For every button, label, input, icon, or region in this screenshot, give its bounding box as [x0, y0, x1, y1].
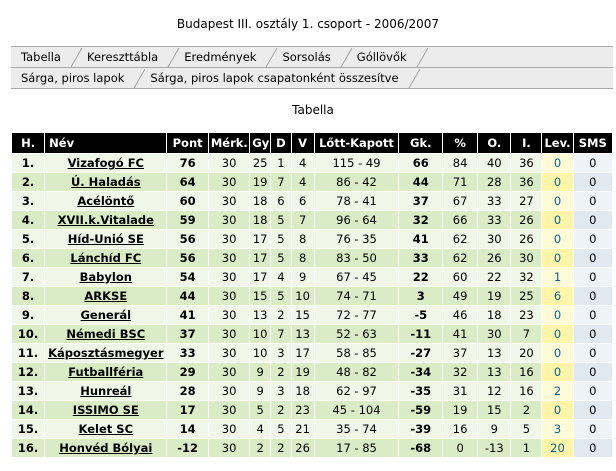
cell-sms: 0	[573, 268, 612, 287]
cell-goal-diff: 37	[399, 192, 443, 211]
cell-goal-diff: 32	[399, 211, 443, 230]
cell-wins: 17	[250, 230, 271, 249]
header-name: Név	[45, 133, 167, 154]
cell-goals: 35 - 74	[314, 420, 399, 439]
cell-pos: 16.	[12, 439, 45, 458]
cell-deducted: 0	[542, 306, 573, 325]
cell-percent: 62	[443, 249, 478, 268]
tab-eredmenyek[interactable]: Eredmények	[170, 47, 268, 67]
cell-losses: 26	[291, 439, 314, 458]
cell-name	[45, 401, 167, 420]
cell-sms: 0	[573, 192, 612, 211]
cell-draws: 4	[271, 268, 292, 287]
cell-draws: 2	[271, 439, 292, 458]
cell-wins: 25	[250, 154, 271, 173]
cell-name	[45, 192, 167, 211]
cell-wins: 2	[250, 439, 271, 458]
cell-points: 76	[167, 154, 208, 173]
cell-pos: 2.	[12, 173, 45, 192]
cell-home: 30	[478, 230, 511, 249]
cell-losses: 21	[291, 420, 314, 439]
cell-pos: 4.	[12, 211, 45, 230]
cell-draws: 2	[271, 363, 292, 382]
cell-points: 56	[167, 230, 208, 249]
cell-deducted: 0	[542, 344, 573, 363]
tab-kereszttabla[interactable]: Kereszttábla	[73, 47, 170, 67]
cell-home: -13	[478, 439, 511, 458]
tab-bar	[11, 46, 613, 89]
cell-pos: 11.	[12, 344, 45, 363]
table-row	[12, 287, 613, 306]
cell-percent: 67	[443, 192, 478, 211]
tab-row-1	[11, 47, 613, 68]
header-home: O.	[478, 133, 511, 154]
cell-home: 13	[478, 363, 511, 382]
cell-percent: 16	[443, 420, 478, 439]
cell-draws: 5	[271, 287, 292, 306]
table-row	[12, 420, 613, 439]
cell-draws: 5	[271, 230, 292, 249]
cell-pos: 7.	[12, 268, 45, 287]
cell-away: 32	[511, 268, 542, 287]
cell-wins: 10	[250, 325, 271, 344]
cell-points: 28	[167, 382, 208, 401]
cell-deducted: 0	[542, 154, 573, 173]
cell-losses: 10	[291, 287, 314, 306]
cell-deducted: 20	[542, 439, 573, 458]
cell-home: 33	[478, 192, 511, 211]
cell-away: 26	[511, 230, 542, 249]
cell-sms: 0	[573, 363, 612, 382]
header-percent: %	[443, 133, 478, 154]
cell-losses: 23	[291, 401, 314, 420]
table-row	[12, 382, 613, 401]
cell-goals: 74 - 71	[314, 287, 399, 306]
team-link[interactable]: Acélöntő	[77, 194, 135, 208]
cell-points: 44	[167, 287, 208, 306]
cell-pos: 5.	[12, 230, 45, 249]
tab-tabella[interactable]: Tabella	[11, 47, 73, 67]
header-deducted: Lev.	[542, 133, 573, 154]
cell-played: 30	[208, 344, 249, 363]
cell-percent: 32	[443, 363, 478, 382]
cell-deducted: 0	[542, 173, 573, 192]
cell-draws: 7	[271, 173, 292, 192]
cell-draws: 5	[271, 420, 292, 439]
cell-wins: 19	[250, 173, 271, 192]
cell-away: 26	[511, 211, 542, 230]
cell-deducted: 0	[542, 401, 573, 420]
cell-goals: 48 - 82	[314, 363, 399, 382]
cell-played: 30	[208, 211, 249, 230]
cell-losses: 19	[291, 363, 314, 382]
cell-percent: 62	[443, 230, 478, 249]
cell-deducted: 0	[542, 192, 573, 211]
cell-pos: 14.	[12, 401, 45, 420]
cell-draws: 3	[271, 382, 292, 401]
tab-gollovok[interactable]: Góllövők	[343, 47, 419, 67]
cell-draws: 5	[271, 249, 292, 268]
cell-name	[45, 420, 167, 439]
cell-sms: 0	[573, 420, 612, 439]
cell-losses: 8	[291, 249, 314, 268]
cell-percent: 19	[443, 401, 478, 420]
header-pos: H.	[12, 133, 45, 154]
cell-played: 30	[208, 382, 249, 401]
cell-sms: 0	[573, 439, 612, 458]
cell-draws: 7	[271, 325, 292, 344]
cell-percent: 0	[443, 439, 478, 458]
cell-pos: 12.	[12, 363, 45, 382]
cell-percent: 60	[443, 268, 478, 287]
cell-away: 27	[511, 192, 542, 211]
cell-percent: 49	[443, 287, 478, 306]
cell-sms: 0	[573, 344, 612, 363]
header-draws: D	[271, 133, 292, 154]
team-link[interactable]: Némedi BSC	[66, 327, 146, 341]
cell-goal-diff: 66	[399, 154, 443, 173]
cell-deducted: 0	[542, 230, 573, 249]
cell-percent: 71	[443, 173, 478, 192]
cell-away: 25	[511, 287, 542, 306]
team-link[interactable]: ARKSE	[84, 289, 128, 303]
cell-sms: 0	[573, 230, 612, 249]
cell-wins: 5	[250, 401, 271, 420]
cell-away: 16	[511, 363, 542, 382]
cell-goal-diff: 41	[399, 230, 443, 249]
cell-points: 54	[167, 268, 208, 287]
header-goal-diff: Gk.	[399, 133, 443, 154]
cell-points: 14	[167, 420, 208, 439]
cell-goal-diff: 33	[399, 249, 443, 268]
cell-points: 33	[167, 344, 208, 363]
cell-goals: 45 - 104	[314, 401, 399, 420]
cell-sms: 0	[573, 325, 612, 344]
cell-points: 64	[167, 173, 208, 192]
cell-goals: 78 - 41	[314, 192, 399, 211]
cell-played: 30	[208, 249, 249, 268]
cell-percent: 66	[443, 211, 478, 230]
cell-losses: 18	[291, 382, 314, 401]
cell-name	[45, 382, 167, 401]
cell-draws: 2	[271, 306, 292, 325]
cell-goals: 58 - 85	[314, 344, 399, 363]
cell-played: 30	[208, 325, 249, 344]
cell-home: 30	[478, 325, 511, 344]
cell-home: 26	[478, 249, 511, 268]
table-header-row	[12, 133, 613, 154]
table-row	[12, 154, 613, 173]
cell-pos: 9.	[12, 306, 45, 325]
cell-draws: 1	[271, 154, 292, 173]
cell-losses: 9	[291, 268, 314, 287]
cell-draws: 5	[271, 211, 292, 230]
cell-draws: 6	[271, 192, 292, 211]
cell-away: 7	[511, 325, 542, 344]
cell-played: 30	[208, 154, 249, 173]
team-link[interactable]: Generál	[80, 308, 132, 322]
cell-losses: 7	[291, 211, 314, 230]
cell-home: 33	[478, 211, 511, 230]
cell-percent: 46	[443, 306, 478, 325]
cell-wins: 13	[250, 306, 271, 325]
cell-away: 20	[511, 344, 542, 363]
cell-percent: 84	[443, 154, 478, 173]
team-link[interactable]: Ú. Haladás	[70, 175, 141, 189]
header-away: I.	[511, 133, 542, 154]
cell-home: 40	[478, 154, 511, 173]
cell-name	[45, 249, 167, 268]
cell-wins: 17	[250, 268, 271, 287]
cell-away: 23	[511, 306, 542, 325]
cell-away: 5	[511, 420, 542, 439]
table-row	[12, 325, 613, 344]
cell-home: 15	[478, 401, 511, 420]
team-link[interactable]: Babylon	[79, 270, 132, 284]
cell-home: 13	[478, 344, 511, 363]
cell-name	[45, 268, 167, 287]
cell-played: 30	[208, 192, 249, 211]
cell-pos: 6.	[12, 249, 45, 268]
table-row	[12, 401, 613, 420]
cell-goal-diff: -34	[399, 363, 443, 382]
cell-goal-diff: -35	[399, 382, 443, 401]
cell-deducted: 0	[542, 249, 573, 268]
cell-draws: 3	[271, 344, 292, 363]
cell-deducted: 1	[542, 268, 573, 287]
cell-draws: 2	[271, 401, 292, 420]
team-link[interactable]: Lánchíd FC	[70, 251, 142, 265]
cell-goals: 52 - 63	[314, 325, 399, 344]
cell-played: 30	[208, 439, 249, 458]
cell-goal-diff: 44	[399, 173, 443, 192]
cell-points: -12	[167, 439, 208, 458]
table-row	[12, 344, 613, 363]
cell-wins: 9	[250, 382, 271, 401]
cell-name	[45, 439, 167, 458]
cell-played: 30	[208, 173, 249, 192]
cell-goals: 72 - 77	[314, 306, 399, 325]
cell-losses: 8	[291, 230, 314, 249]
team-link[interactable]: Honvéd Bólyai	[59, 441, 153, 455]
header-played: Mérk.	[208, 133, 249, 154]
team-link[interactable]: Futballféria	[68, 365, 144, 379]
cell-deducted: 6	[542, 287, 573, 306]
cell-pos: 13.	[12, 382, 45, 401]
cell-pos: 15.	[12, 420, 45, 439]
team-link[interactable]: Vizafogó FC	[67, 156, 144, 170]
cell-home: 19	[478, 287, 511, 306]
cell-home: 9	[478, 420, 511, 439]
cell-percent: 31	[443, 382, 478, 401]
cell-losses: 6	[291, 192, 314, 211]
cell-goals: 86 - 42	[314, 173, 399, 192]
cell-points: 29	[167, 363, 208, 382]
cell-goals: 62 - 97	[314, 382, 399, 401]
cell-name	[45, 230, 167, 249]
table-row	[12, 173, 613, 192]
cell-wins: 18	[250, 192, 271, 211]
header-sms: SMS	[573, 133, 612, 154]
cell-home: 12	[478, 382, 511, 401]
cell-sms: 0	[573, 306, 612, 325]
cell-goal-diff: -59	[399, 401, 443, 420]
cell-goal-diff: 22	[399, 268, 443, 287]
table-row	[12, 439, 613, 458]
cell-goal-diff: 3	[399, 287, 443, 306]
team-link[interactable]: Hunreál	[80, 384, 132, 398]
header-wins: Gy	[250, 133, 271, 154]
standings-body	[12, 154, 613, 458]
cell-points: 56	[167, 249, 208, 268]
table-row	[12, 230, 613, 249]
cell-away: 2	[511, 401, 542, 420]
cell-away: 36	[511, 173, 542, 192]
cell-sms: 0	[573, 173, 612, 192]
cell-goals: 17 - 85	[314, 439, 399, 458]
cell-played: 30	[208, 420, 249, 439]
cell-away: 1	[511, 439, 542, 458]
header-losses: V	[291, 133, 314, 154]
cell-deducted: 0	[542, 363, 573, 382]
page-title: Budapest III. osztály 1. csoport - 2006/2007	[176, 17, 440, 31]
cell-name	[45, 306, 167, 325]
cell-percent: 41	[443, 325, 478, 344]
cell-goal-diff: -39	[399, 420, 443, 439]
cell-wins: 10	[250, 344, 271, 363]
table-row	[12, 192, 613, 211]
cell-wins: 15	[250, 287, 271, 306]
cell-goals: 67 - 45	[314, 268, 399, 287]
cell-goal-diff: -5	[399, 306, 443, 325]
cell-pos: 10.	[12, 325, 45, 344]
cell-away: 30	[511, 249, 542, 268]
cell-home: 22	[478, 268, 511, 287]
cell-sms: 0	[573, 249, 612, 268]
cell-goal-diff: -68	[399, 439, 443, 458]
cell-played: 30	[208, 287, 249, 306]
cell-played: 30	[208, 401, 249, 420]
tab-sarga-piros-lapok[interactable]: Sárga, piros lapok	[11, 68, 136, 88]
team-link[interactable]: ISSIMO SE	[72, 403, 139, 417]
cell-goal-diff: -27	[399, 344, 443, 363]
table-row	[12, 363, 613, 382]
cell-sms: 0	[573, 211, 612, 230]
cell-losses: 13	[291, 325, 314, 344]
cell-goals: 115 - 49	[314, 154, 399, 173]
cell-wins: 9	[250, 363, 271, 382]
cell-sms: 0	[573, 287, 612, 306]
cell-wins: 4	[250, 420, 271, 439]
cell-name	[45, 211, 167, 230]
cell-pos: 3.	[12, 192, 45, 211]
cell-goals: 96 - 64	[314, 211, 399, 230]
team-link[interactable]: Kelet SC	[78, 422, 134, 436]
team-link[interactable]: XVII.k.Vitalade	[57, 213, 154, 227]
cell-points: 17	[167, 401, 208, 420]
cell-deducted: 3	[542, 420, 573, 439]
tab-sorsolas[interactable]: Sorsolás	[268, 47, 342, 67]
header-points: Pont	[167, 133, 208, 154]
cell-away: 36	[511, 154, 542, 173]
cell-points: 37	[167, 325, 208, 344]
cell-points: 41	[167, 306, 208, 325]
cell-deducted: 0	[542, 325, 573, 344]
cell-points: 59	[167, 211, 208, 230]
cell-played: 30	[208, 268, 249, 287]
tab-row-2	[11, 68, 613, 89]
cell-home: 18	[478, 306, 511, 325]
cell-played: 30	[208, 230, 249, 249]
cell-sms: 0	[573, 401, 612, 420]
cell-sms: 0	[573, 154, 612, 173]
cell-away: 16	[511, 382, 542, 401]
team-link[interactable]: Káposztásmegyer	[48, 346, 164, 360]
cell-played: 30	[208, 306, 249, 325]
cell-losses: 15	[291, 306, 314, 325]
section-title: Tabella	[292, 103, 334, 117]
cell-played: 30	[208, 363, 249, 382]
cell-losses: 4	[291, 154, 314, 173]
cell-wins: 17	[250, 249, 271, 268]
cell-sms: 0	[573, 382, 612, 401]
cell-deducted: 2	[542, 382, 573, 401]
table-row	[12, 306, 613, 325]
cell-goal-diff: -11	[399, 325, 443, 344]
cell-percent: 37	[443, 344, 478, 363]
cell-name	[45, 363, 167, 382]
table-row	[12, 249, 613, 268]
cell-losses: 4	[291, 173, 314, 192]
table-row	[12, 211, 613, 230]
cell-pos: 1.	[12, 154, 45, 173]
cell-goals: 76 - 35	[314, 230, 399, 249]
cell-name	[45, 287, 167, 306]
cell-pos: 8.	[12, 287, 45, 306]
cell-home: 28	[478, 173, 511, 192]
cell-name	[45, 173, 167, 192]
cell-name	[45, 344, 167, 363]
cell-losses: 17	[291, 344, 314, 363]
table-row	[12, 268, 613, 287]
cell-goals: 83 - 50	[314, 249, 399, 268]
team-link[interactable]: Híd-Unió SE	[67, 232, 144, 246]
cell-deducted: 0	[542, 211, 573, 230]
header-goals: Lőtt-Kapott	[314, 133, 399, 154]
standings-table	[11, 132, 613, 458]
cell-name	[45, 154, 167, 173]
cell-wins: 18	[250, 211, 271, 230]
cell-name	[45, 325, 167, 344]
cell-points: 60	[167, 192, 208, 211]
tab-sarga-piros-lapok-csapatonkent[interactable]: Sárga, piros lapok csapatonként összesítve	[136, 68, 410, 88]
